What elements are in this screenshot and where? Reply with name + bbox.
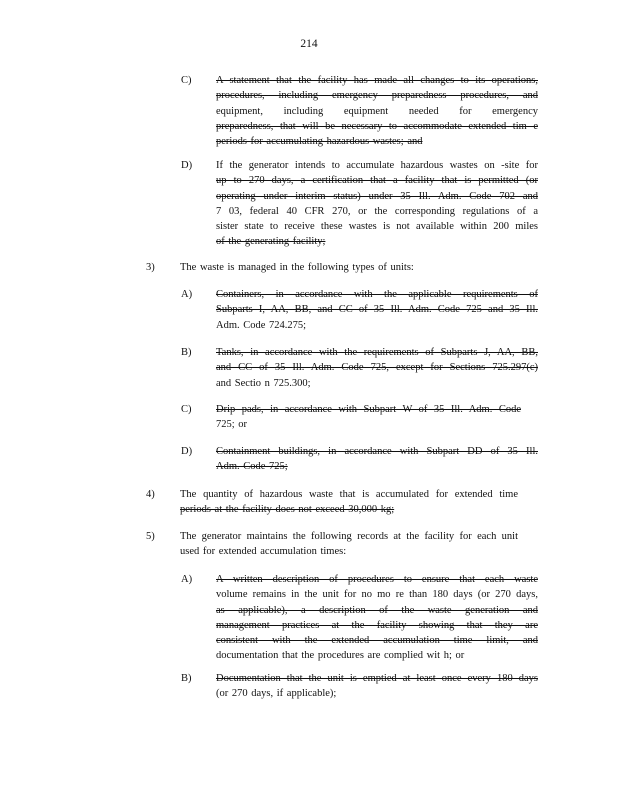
text-line: used for extended accumulation times: — [180, 546, 347, 558]
item-text — [216, 73, 538, 149]
text-line: The generator maintains the following records at the facility for each unit — [180, 531, 518, 542]
item-label: A) — [181, 289, 193, 300]
item-label: 4) — [146, 489, 155, 500]
text-line: Tanks, in accordance with the requirements of Subparts J, AA, BB, — [216, 347, 538, 358]
text-line: Containment buildings, in accordance with Subpart DD of 35 Ill. — [216, 446, 538, 457]
text-line: sister state to receive these wastes is not available within 200 miles — [216, 221, 538, 233]
text-line: volume remains in the unit for no mo re than 180 days (or 270 days, — [216, 589, 538, 601]
text-line: The waste is managed in the following types of units: — [180, 262, 414, 273]
item-label: B) — [181, 673, 192, 684]
item-label: B) — [181, 347, 192, 358]
text-line: management practices at the facility showing that they are — [216, 619, 538, 631]
item-label: C) — [181, 404, 192, 415]
text-line: of the generating facility; — [216, 236, 326, 248]
item-label: 5) — [146, 531, 155, 542]
item-text — [216, 345, 538, 391]
text-line: periods for accumulating hazardous wastes; and — [216, 136, 423, 148]
item-text — [180, 487, 518, 518]
text-line: Drip pads, in accordance with Subpart W of 35 Ill. Adm. Code — [216, 404, 521, 415]
text-line: A written description of procedures to ensure that each waste — [216, 574, 538, 585]
text-line: up to 270 days, a certification that a facility that is permitted (or — [216, 175, 538, 187]
item-label: A) — [181, 574, 193, 585]
item-text — [216, 402, 538, 433]
text-line: preparedness, that will be necessary to accommodate extended tim e — [216, 120, 538, 132]
text-line: Subparts I, AA, BB, and CC of 35 Ill. Adm. Code 725 and 35 Ill. — [216, 304, 538, 316]
page-number: 214 — [300, 38, 318, 50]
text-line: Adm. Code 725; — [216, 461, 288, 473]
text-line: The quantity of hazardous waste that is accumulated for extended time — [180, 489, 518, 500]
item-text — [180, 260, 518, 275]
text-line: (or 270 days, if applicable); — [216, 688, 337, 700]
text-line: periods at the facility does not exceed 30,000 kg; — [180, 504, 395, 516]
item-label: C) — [181, 75, 192, 86]
item-text — [216, 444, 538, 475]
item-label: D) — [181, 160, 193, 171]
text-line: documentation that the procedures are complied wit h; or — [216, 650, 465, 662]
text-line: equipment, including equipment needed for emergency — [216, 105, 538, 117]
item-text — [180, 529, 518, 560]
item-text — [216, 572, 538, 664]
text-line: 7 03, federal 40 CFR 270, or the corresponding regulations of a — [216, 205, 538, 217]
text-line: as applicable), a description of the waste generation and — [216, 604, 538, 616]
item-label: D) — [181, 446, 193, 457]
text-line: Adm. Code 724.275; — [216, 319, 307, 331]
text-line: and Sectio n 725.300; — [216, 377, 311, 389]
text-line: procedures, including emergency preparedness procedures, and — [216, 90, 538, 102]
text-line: 725; or — [216, 419, 248, 431]
item-text — [216, 287, 538, 333]
text-line: Documentation that the unit is emptied at least once every 180 days — [216, 673, 538, 684]
text-line: Containers, in accordance with the applicable requirements of — [216, 289, 538, 300]
item-label: 3) — [146, 262, 155, 273]
item-text — [216, 158, 538, 250]
text-line: operating under interim status) under 35 Ill. Adm. Code 702 and — [216, 190, 538, 202]
text-line: consistent with the extended accumulation time limit, and — [216, 635, 538, 647]
text-line: If the generator intends to accumulate hazardous wastes on -site for — [216, 160, 538, 171]
text-line: A statement that the facility has made all changes to its operations, — [216, 75, 538, 86]
item-text — [216, 671, 538, 702]
text-line: and CC of 35 Ill. Adm. Code 725, except for Sections 725.297(c) — [216, 362, 538, 374]
